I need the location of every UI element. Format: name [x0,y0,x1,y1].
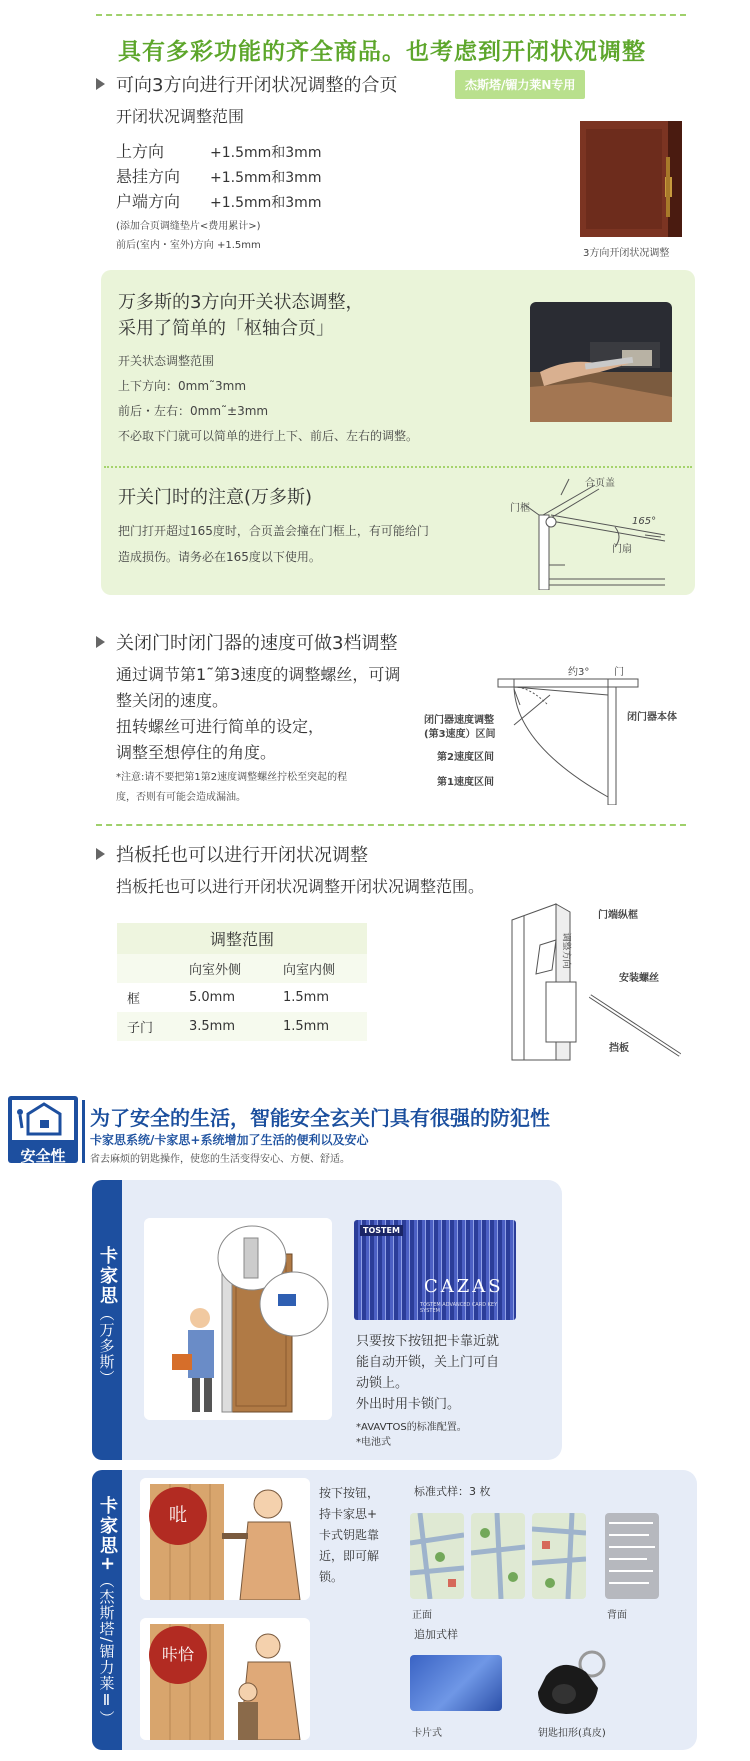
cazas-notes [356,1420,467,1450]
product-badge: 杰斯塔/镅力莱N专用 [455,70,585,99]
row-in: 1.5mm [283,1019,330,1034]
cazas-plus-text5: 锁。 [319,1570,344,1584]
back-label: 背面 [607,1610,627,1621]
cazas-side-sub: （万多斯） [97,1306,116,1386]
table-header-out: 向室外侧 [189,963,242,978]
cazas-note1: *AVAVTOS的标准配置。 [356,1422,467,1433]
security-bar [82,1100,85,1163]
keyfob-type-label: 钥匙扣形(真皮) [538,1728,606,1739]
security-badge-label: 安全性 [20,1147,66,1165]
bullet-triangle-icon [96,636,105,648]
cazas-text1: 只要按下按钮把卡靠近就 [356,1334,500,1349]
closer-zone3b: (第3速度）区间 [424,729,496,740]
security-subtitle: 卡家思系统/卡家思+系统增加了生活的便利以及安心 [90,1133,369,1147]
map-card-front [532,1513,586,1599]
caution-title: 开关门时的注意(万多斯) [118,487,313,508]
row-out: 3.5mm [189,1019,236,1034]
security-desc: 省去麻烦的钥匙操作，使您的生活变得安心、方便、舒适。 [90,1154,350,1165]
cazas-side-label [92,1180,122,1460]
closer-body1: 通过调节第1˜第3速度的调整螺丝，可调 [116,665,401,684]
closer-door: 门 [614,667,624,678]
pivot-title-line2: 采用了简单的「枢轴合页」 [118,318,334,339]
row-name: 框 [127,992,141,1007]
headline: 具有多彩功能的齐全商品。也考虑到开闭状况调整 [118,38,646,65]
closer-note1: *注意:请不要把第1第2速度调整螺丝拧松至突起的程 [116,772,348,783]
bullet-triangle-icon [96,78,105,90]
diag-angle: 165° [632,516,657,527]
cazas-plus-text1: 按下按钮， [319,1486,380,1500]
cazas-plus-text3: 卡式钥匙靠 [319,1528,380,1542]
shim-note: (添加合页调缝垫片<费用累计>) [116,221,261,232]
closer-zone1: 第1速度区间 [437,777,494,788]
bullet-triangle-icon [96,848,105,860]
closer-body2: 整关闭的速度。 [116,691,229,710]
wrench-photo [530,302,672,422]
closer-body-label: 闭门器本体 [627,712,677,723]
strike-plate-label: 挡板 [609,1043,629,1054]
security-title: 为了安全的生活，智能安全玄关门具有很强的防犯性 [90,1106,550,1130]
cazas-text4: 外出时用卡锁门。 [356,1397,461,1412]
adjust-row [116,139,321,166]
plate-body: 挡板托也可以进行开闭状况调整开闭状况调整范围。 [116,877,485,896]
caution-body2: 造成损伤。请务必在165度以下使用。 [118,550,321,564]
cazas-plus-side-main: 卡家思+ [97,1496,118,1574]
diag-door-leaf: 门扇 [612,544,632,555]
dashed-divider [96,824,686,826]
row-value: +1.5mm和3mm [210,170,322,186]
card-type-label: 卡片式 [412,1728,442,1739]
closer-note2: 度，否则有可能会造成漏油。 [116,792,246,803]
range-label: 开闭状况调整范围 [116,107,245,126]
pivot-range-note: 不必取下门就可以简单的进行上下、前后、左右的调整。 [118,429,419,443]
security-badge [8,1096,78,1163]
adjust-row [116,164,321,191]
cazas-note2: *电池式 [356,1437,391,1448]
closer-zone2: 第2速度区间 [437,752,494,763]
card-name: CAZAS [424,1276,504,1297]
pivot-range-label: 开关状态调整范围 [118,354,215,368]
cazas-text3: 动锁上。 [356,1376,409,1391]
map-card-front [471,1513,525,1599]
row-direction: 悬挂方向 [116,167,181,186]
standard-spec-label: 标准式样：3 枚 [414,1485,491,1498]
cazas-plus-side-sub: （杰斯塔/镅力莱Ⅱ） [97,1573,116,1727]
row-name: 子门 [127,1021,154,1036]
strike-plate-diagram [500,900,690,1065]
cazas-illustration [144,1218,332,1420]
hinge-title: 可向3方向进行开闭状况调整的合页 [116,75,398,96]
row-value: +1.5mm和3mm [210,145,322,161]
row-out: 5.0mm [189,990,236,1005]
cazas-plus-side-label [92,1470,122,1750]
row-direction: 户端方向 [116,192,181,211]
cazas-plus-text [319,1483,379,1588]
strike-screw-label: 安装螺丝 [619,973,659,984]
dotted-separator [104,466,692,468]
diag-hinge-cover: 合页盖 [585,478,615,489]
plate-title: 挡板托也可以进行开闭状况调整 [116,845,368,866]
card-key-image [410,1655,502,1711]
card-brand: TOSTEM [360,1225,403,1236]
closer-speed-diagram [490,665,650,805]
front-label: 正面 [412,1610,432,1621]
closer-title: 关闭门时闭门器的速度可做3档调整 [116,633,398,654]
sound-bubble-2: 咔恰 [149,1626,207,1684]
table-row [117,1012,367,1041]
map-card-front [410,1513,464,1599]
closer-zone3a: 闭门器速度调整 [424,715,494,726]
cazas-card [354,1220,516,1320]
cazas-side-main: 卡家思 [97,1246,118,1306]
hinge-photo [572,117,690,239]
table-header-in: 向室内侧 [283,963,336,978]
closer-body3: 扭转螺丝可进行简单的设定， [116,717,325,736]
additional-spec-label: 追加式样 [414,1628,458,1641]
cazas-text [356,1331,499,1415]
table-title: 调整范围 [209,930,274,949]
caution-body1: 把门打开超过165度时，合页盖会撞在门框上，有可能给门 [118,524,429,538]
diag-frame: 门框 [510,503,530,514]
closer-body4: 调整至想停住的角度。 [116,743,277,762]
front-back-note: 前后(室内・室外)方向 +1.5mm [116,240,261,251]
map-card-back [605,1513,659,1599]
adjust-row [116,189,321,216]
card-tagline: TOSTEM ADVANCED CARD KEY SYSTEM [420,1302,498,1314]
keyfob-image [528,1648,618,1720]
door-angle-diagram [505,475,685,590]
sound-bubble-1: 吡 [149,1487,207,1545]
table-row [117,983,367,1012]
photo-caption: 3方向开闭状况调整 [583,248,670,259]
house-lock-icon [8,1096,78,1142]
pivot-title-line1: 万多斯的3方向开关状态调整， [118,292,364,313]
row-value: +1.5mm和3mm [210,195,322,211]
cazas-text2: 能自动开锁，关上门可自 [356,1355,500,1370]
closer-angle: 约3° [568,667,590,678]
cazas-plus-text2: 持卡家思+ [319,1507,378,1521]
cazas-plus-text4: 近，即可解 [319,1549,380,1563]
strike-frame-label: 门端纵框 [598,910,638,921]
strike-dir-label: 调整方向 [560,932,571,969]
row-in: 1.5mm [283,990,330,1005]
adjust-range-table [117,923,367,1041]
row-direction: 上方向 [116,142,165,161]
pivot-range-updown: 上下方向：0mm˜3mm [118,379,247,393]
dashed-divider-top [96,14,686,16]
pivot-range-front: 前后・左右：0mm˜±3mm [118,404,269,418]
